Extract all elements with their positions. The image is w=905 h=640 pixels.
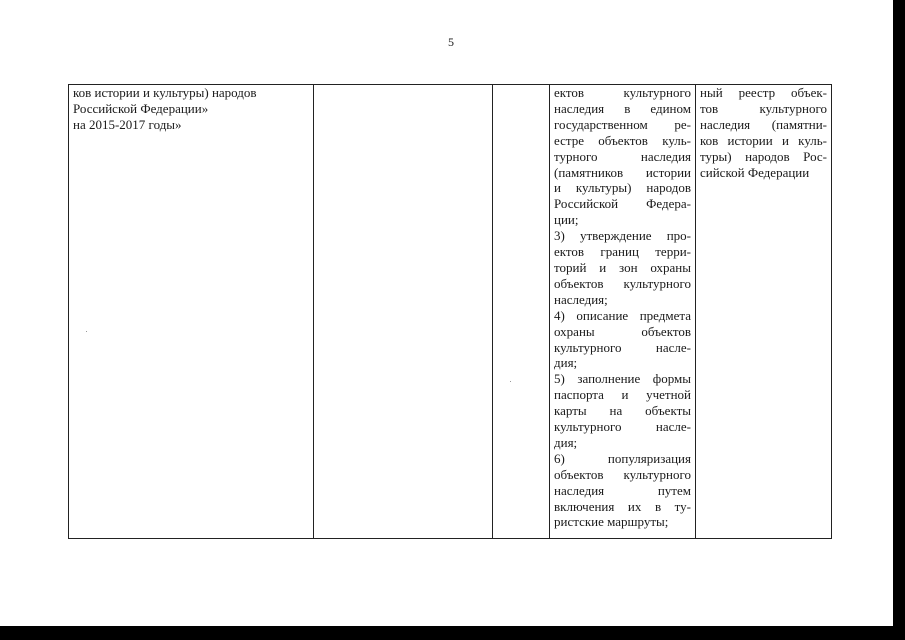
text-line: тов культурного	[700, 100, 827, 116]
scan-border-right	[893, 0, 905, 640]
text-line: культурного насле-	[554, 339, 691, 355]
measures-text	[554, 85, 691, 530]
text-line: 4) описание предмета	[554, 307, 691, 323]
text-line: государственном ре-	[554, 116, 691, 132]
text-line: ков истории и куль-	[700, 132, 827, 148]
text-line: культурного насле-	[554, 419, 691, 435]
text-line: ков истории и культуры) народов	[73, 85, 257, 100]
text-line: естре объектов куль-	[554, 132, 691, 148]
program-table	[68, 84, 832, 539]
text-line: ции;	[554, 212, 579, 228]
text-line: ектов культурного	[554, 85, 691, 100]
text-line: Российской Федера-	[554, 196, 691, 212]
text-line: объектов культурного	[554, 275, 691, 291]
result-text	[700, 85, 827, 180]
text-line: дия;	[554, 434, 578, 450]
text-line: 5) заполнение формы	[554, 371, 691, 387]
text-line: ектов границ терри-	[554, 244, 691, 260]
scan-border-bottom	[0, 626, 905, 640]
page-number: 5	[448, 35, 454, 49]
text-line: на 2015-2017 годы»	[73, 116, 182, 132]
text-line: сийской Федерации	[700, 164, 810, 180]
text-line: ный реестр объек-	[700, 85, 827, 100]
text-line: наследия;	[554, 291, 608, 307]
text-line: наследия в едином	[554, 100, 691, 116]
text-line: Российской Федерации»	[73, 100, 209, 116]
scan-speck	[86, 331, 87, 332]
program-name-text	[73, 85, 309, 133]
text-line: дия;	[554, 355, 578, 371]
text-line: турного наследия	[554, 148, 691, 164]
text-line: и культуры) народов	[554, 180, 691, 196]
text-line: наследия (памятни-	[700, 116, 827, 132]
table-cell-measures	[550, 85, 696, 539]
text-line: 6) популяризация	[554, 450, 691, 466]
text-line: (памятников истории	[554, 164, 691, 180]
text-line: охраны объектов	[554, 323, 691, 339]
table-cell-empty-1	[314, 85, 493, 539]
text-line: паспорта и учетной	[554, 387, 691, 403]
text-line: ристские маршруты;	[554, 514, 669, 530]
text-line: 3) утверждение про-	[554, 228, 691, 244]
table-cell-empty-2	[493, 85, 550, 539]
text-line: карты на объекты	[554, 403, 691, 419]
scan-speck	[510, 381, 511, 382]
text-line: торий и зон охраны	[554, 259, 691, 275]
text-line: туры) народов Рос-	[700, 148, 827, 164]
text-line: объектов культурного	[554, 466, 691, 482]
text-line: включения их в ту-	[554, 498, 691, 514]
table-row	[69, 85, 832, 539]
table-cell-program-name	[69, 85, 314, 539]
table-cell-result	[696, 85, 832, 539]
text-line: наследия путем	[554, 482, 691, 498]
